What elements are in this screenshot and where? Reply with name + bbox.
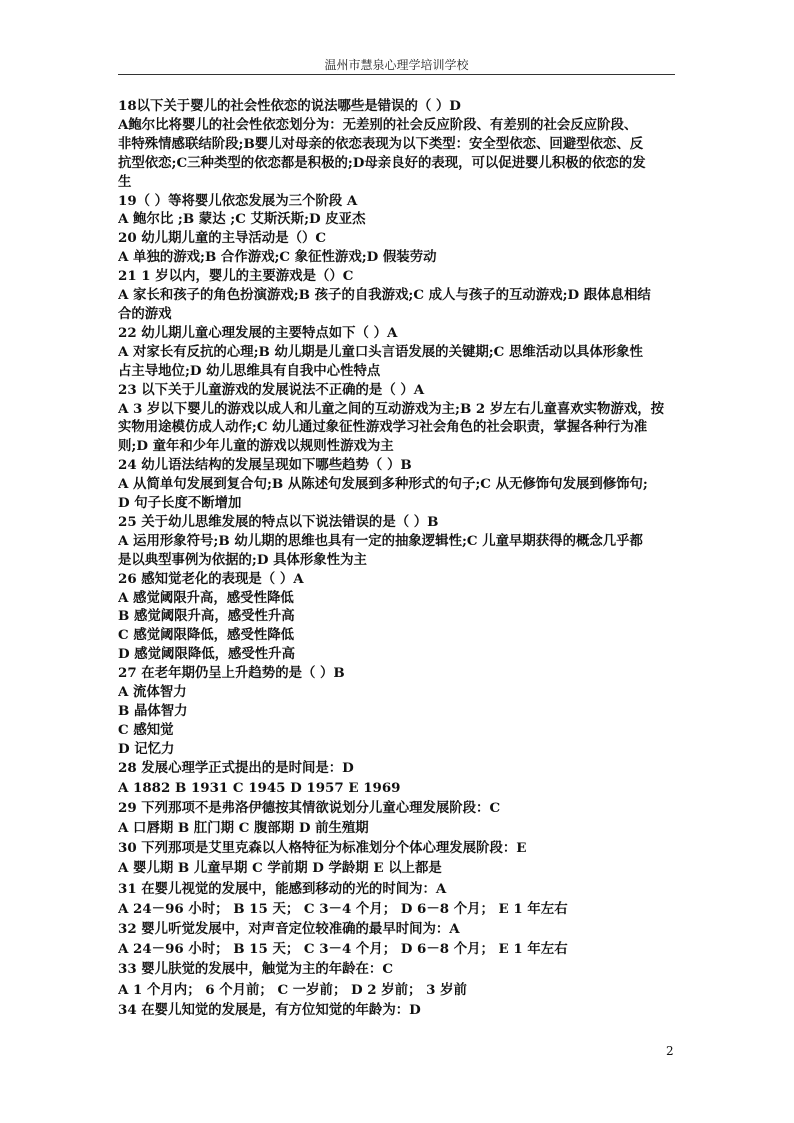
question-line: 31 在婴儿视觉的发展中，能感到移动的光的时间为：A [118, 880, 447, 897]
question-line: 25 关于幼儿思维发展的特点以下说法错误的是（ ）B [118, 513, 439, 530]
answer-line: A 24－96 小时； B 15 天； C 3－4 个月； D 6－8 个月； E 1 年左右 [118, 900, 568, 917]
answer-line: A 口唇期 B 肛门期 C 腹部期 D 前生殖期 [118, 820, 369, 837]
answer-line: A 24－96 小时； B 15 天； C 3－4 个月； D 6－8 个月； E 1 年左右 [118, 941, 568, 958]
answer-line: 合的游戏 [118, 305, 172, 322]
page-number: 2 [666, 1044, 674, 1058]
answer-line: 占主导地位;D 幼儿思维具有自我中心性特点 [118, 362, 381, 379]
answer-line: D 感觉阈限降低，感受性升高 [118, 646, 295, 663]
answer-line: A 单独的游戏;B 合作游戏;C 象征性游戏;D 假装劳动 [118, 249, 437, 266]
question-content [118, 97, 684, 1020]
question-line: 22 幼儿期儿童心理发展的主要特点如下（ ）A [118, 324, 398, 341]
answer-line: A 流体智力 [118, 684, 187, 701]
answer-line: 非特殊情感联结阶段;B婴儿对母亲的依恋表现为以下类型：安全型依恋、回避型依恋、反 [118, 135, 644, 152]
page-header-title: 温州市慧泉心理学培训学校 [324, 58, 469, 72]
answer-line: A鲍尔比将婴儿的社会性依恋划分为：无差别的社会反应阶段、有差别的社会反应阶段、 [118, 116, 638, 133]
question-line: 34 在婴儿知觉的发展是，有方位知觉的年龄为：D [118, 1001, 421, 1018]
answer-line: A 鲍尔比 ;B 蒙达 ;C 艾斯沃斯;D 皮亚杰 [118, 211, 366, 228]
answer-line: D 句子长度不断增加 [118, 495, 242, 512]
question-line: 20 幼儿期儿童的主导活动是（）C [118, 230, 327, 247]
answer-line: A 对家长有反抗的心理;B 幼儿期是儿童口头言语发展的关键期;C 思维活动以具体形象性 [118, 343, 643, 360]
question-line: 33 婴儿肤觉的发展中，触觉为主的年龄在：C [118, 961, 393, 978]
answer-line: B 感觉阈限升高，感受性升高 [118, 608, 295, 625]
answer-line: 生 [118, 173, 132, 190]
answer-line: C 感知觉 [118, 721, 174, 738]
answer-line: B 晶体智力 [118, 703, 188, 719]
answer-line: A 1882 B 1931 C 1945 D 1957 E 1969 [118, 779, 401, 796]
answer-line: C 感觉阈限降低，感受性降低 [118, 627, 295, 644]
question-line: 23 以下关于儿童游戏的发展说法不正确的是（ ）A [118, 381, 425, 398]
question-line: 29 下列那项不是弗洛伊德按其情欲说划分儿童心理发展阶段：C [118, 799, 501, 816]
answer-line: A 感觉阈限升高，感受性降低 [118, 589, 294, 606]
question-line: 24 幼儿语法结构的发展呈现如下哪些趋势（ ）B [118, 457, 412, 474]
question-line: 21 1 岁以内，婴儿的主要游戏是（）C [118, 268, 354, 285]
question-line: 28 发展心理学正式提出的是时间是：D [118, 759, 354, 776]
answer-line: A 家长和孩子的角色扮演游戏;B 孩子的自我游戏;C 成人与孩子的互动游戏;D 跟体息相结 [118, 287, 651, 304]
answer-line: A 3 岁以下婴儿的游戏以成人和儿童之间的互动游戏为主;B 2 岁左右儿童喜欢实物游戏，按 [118, 400, 664, 417]
answer-line: A 从简单句发展到复合句;B 从陈述句发展到多种形式的句子;C 从无修饰句发展到修饰句; [118, 476, 648, 493]
answer-line: 是以典型事例为依据的;D 具体形象性为主 [118, 551, 367, 568]
question-line: 30 下列那项是艾里克森以人格特征为标准划分个体心理发展阶段：E [118, 840, 527, 857]
question-line: 18以下关于婴儿的社会性依恋的说法哪些是错误的（ ）D [118, 98, 461, 114]
answer-line: A 婴儿期 B 儿童早期 C 学前期 D 学龄期 E 以上都是 [118, 860, 442, 877]
answer-line: D 记忆力 [118, 740, 175, 757]
question-line: 26 感知觉老化的表现是（ ）A [118, 570, 304, 587]
answer-line: 则;D 童年和少年儿童的游戏以规则性游戏为主 [118, 438, 394, 455]
question-line: 19（ ）等将婴儿依恋发展为三个阶段 A [118, 192, 358, 209]
answer-line: A 1 个月内； 6 个月前； C 一岁前； D 2 岁前； 3 岁前 [118, 981, 467, 998]
answer-line: 实物用途模仿成人动作;C 幼儿通过象征性游戏学习社会角色的社会职责，掌握各种行为准 [118, 419, 648, 436]
answer-line: A 运用形象符号;B 幼儿期的思维也具有一定的抽象逻辑性;C 儿童早期获得的概念几乎都 [118, 532, 643, 549]
question-line: 27 在老年期仍呈上升趋势的是（ ）B [118, 665, 345, 682]
question-line: 32 婴儿听觉发展中，对声音定位较准确的最早时间为：A [118, 921, 460, 938]
header-divider [118, 74, 675, 75]
answer-line: 抗型依恋;C三种类型的依恋都是积极的;D母亲良好的表现，可以促进婴儿积极的依恋的发 [118, 154, 646, 171]
